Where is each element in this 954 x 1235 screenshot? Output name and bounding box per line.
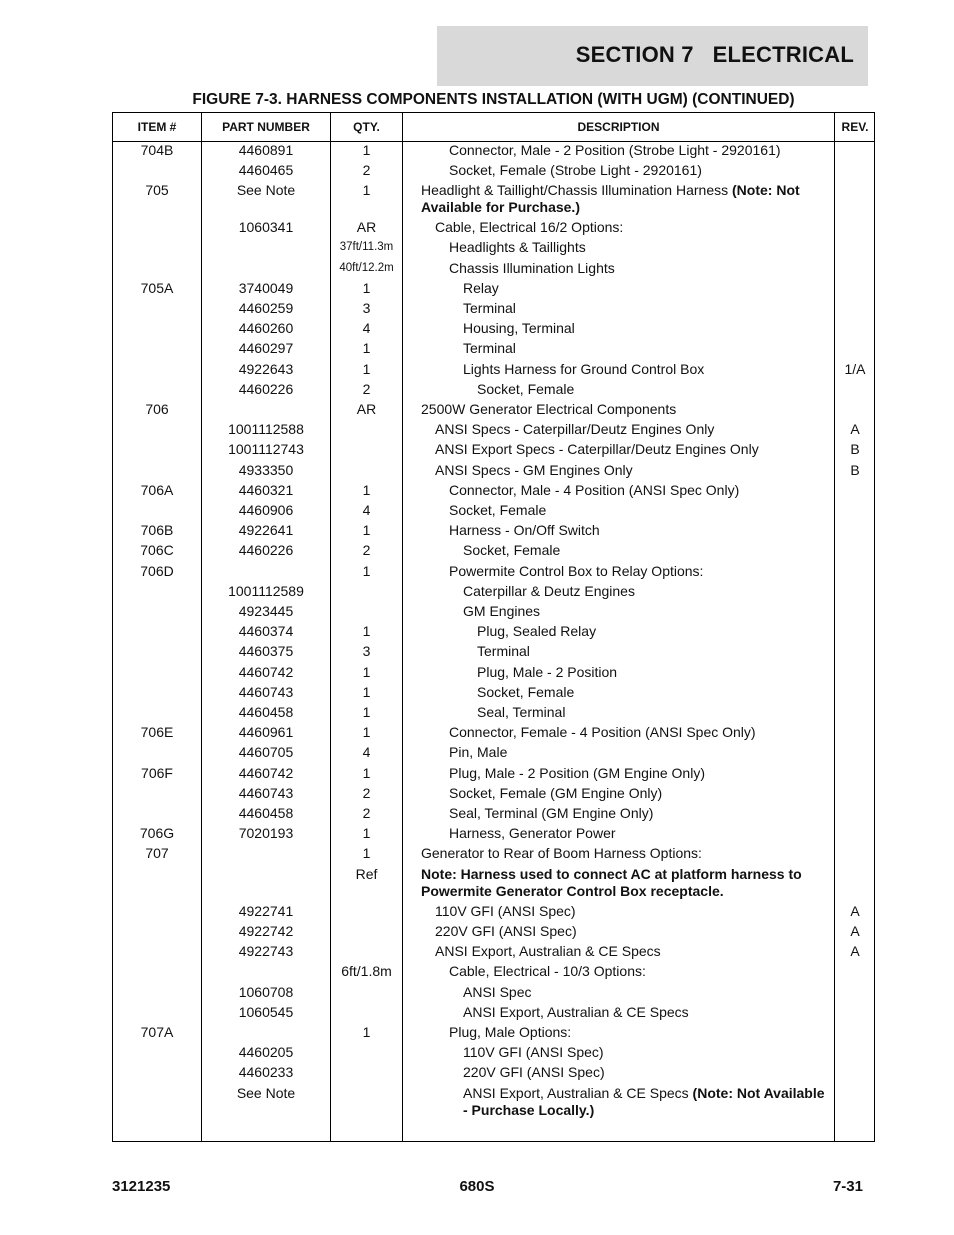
part-number: 1001112589	[228, 582, 304, 599]
part-number: 4460375	[238, 643, 294, 660]
quantity: 1	[362, 481, 371, 498]
description	[477, 704, 826, 721]
section-title: SECTION 7 ELECTRICAL	[575, 42, 854, 67]
quantity: 2	[362, 380, 371, 397]
description	[449, 724, 826, 741]
description	[477, 684, 826, 701]
description-text: Chassis Illumination Lights	[449, 259, 615, 276]
item-number: 706	[145, 400, 169, 417]
description-text: Terminal	[463, 299, 516, 316]
part-number: 4922742	[238, 922, 294, 939]
description	[421, 182, 826, 216]
quantity: 1	[362, 562, 371, 579]
part-number: 1060341	[238, 219, 294, 236]
quantity: 1	[362, 360, 371, 377]
description-text: Headlight & Taillight/Chassis Illumination Harness	[421, 181, 733, 198]
description	[449, 260, 826, 277]
description	[435, 219, 826, 236]
description-text: Cable, Electrical 16/2 Options:	[435, 219, 624, 236]
description	[449, 482, 826, 499]
quantity: 2	[362, 804, 371, 821]
description-text: 110V GFI (ANSI Spec)	[463, 1044, 604, 1061]
column-header-rev: REV.	[841, 120, 869, 134]
description-text: Plug, Male Options:	[449, 1023, 572, 1040]
description-text: Pin, Male	[449, 744, 508, 761]
item-number: 706E	[140, 724, 174, 741]
description-text: 2500W Generator Electrical Components	[421, 400, 677, 417]
quantity: 1	[362, 1023, 371, 1040]
quantity: 1	[362, 683, 371, 700]
description-text: Seal, Terminal (GM Engine Only)	[449, 804, 654, 821]
description	[435, 943, 826, 960]
description-text: Terminal	[463, 340, 516, 357]
quantity: 2	[362, 542, 371, 559]
quantity: AR	[356, 219, 377, 236]
description	[463, 1064, 826, 1081]
revision: B	[850, 441, 860, 458]
description-text: Generator to Rear of Boom Harness Options:	[421, 845, 702, 862]
description-text: Socket, Female (GM Engine Only)	[449, 784, 663, 801]
part-number: 4922743	[238, 943, 294, 960]
footer-page-number: 7-31	[832, 1178, 863, 1195]
description	[463, 280, 826, 297]
description	[449, 563, 826, 580]
column-header-qty: QTY.	[353, 120, 380, 134]
footer-model: 680S	[459, 1178, 495, 1195]
quantity: 40ft/12.2m	[339, 261, 394, 274]
description	[463, 984, 826, 1001]
part-number: 4460891	[238, 141, 294, 158]
description-text: Connector, Female - 4 Position (ANSI Spec Only)	[449, 724, 756, 741]
description	[449, 805, 826, 822]
quantity: 1	[362, 623, 371, 640]
description-text: Powermite Control Box to Relay Options:	[449, 562, 704, 579]
description-text: GM Engines	[463, 602, 541, 619]
item-number: 707	[145, 845, 169, 862]
revision: A	[850, 421, 860, 438]
part-number: 4460374	[238, 623, 294, 640]
column-header-item: ITEM #	[137, 120, 177, 134]
part-number: 4460705	[238, 744, 294, 761]
quantity: 2	[362, 161, 371, 178]
description-text: Plug, Male - 2 Position (GM Engine Only)	[449, 764, 705, 781]
description	[435, 923, 826, 940]
quantity: 1	[362, 845, 371, 862]
quantity: 1	[362, 340, 371, 357]
description	[421, 401, 826, 418]
description	[463, 1085, 826, 1119]
part-number: See Note	[236, 1084, 296, 1101]
description	[477, 643, 826, 660]
column-divider	[402, 113, 403, 1141]
quantity: 1	[362, 825, 371, 842]
quantity: 3	[362, 643, 371, 660]
description-note: (Note: Not Available - Purchase Locally.)	[463, 1084, 825, 1118]
quantity: 6ft/1.8m	[341, 963, 392, 980]
description	[449, 744, 826, 761]
part-number: 7020193	[238, 825, 294, 842]
part-number: 4460742	[238, 764, 294, 781]
quantity: 4	[362, 320, 371, 337]
description	[449, 142, 826, 159]
part-number: 4460961	[238, 724, 294, 741]
description-text: Caterpillar & Deutz Engines	[463, 582, 635, 599]
description-text: Lights Harness for Ground Control Box	[463, 360, 705, 377]
description	[463, 340, 826, 357]
description-text: Socket, Female	[477, 380, 575, 397]
description	[449, 162, 826, 179]
description	[463, 542, 826, 559]
description	[421, 866, 826, 900]
part-number: 4460260	[238, 320, 294, 337]
description	[463, 320, 826, 337]
part-number: 4460743	[238, 784, 294, 801]
description-note: Note: Harness used to connect AC at platform harness to Powermite Generator Control Box receptacle.	[421, 865, 802, 899]
part-number: 4460465	[238, 161, 294, 178]
description-text: ANSI Export, Australian & CE Specs	[463, 1003, 689, 1020]
description-text: Headlights & Taillights	[449, 239, 586, 256]
description-text: Terminal	[477, 643, 530, 660]
quantity: 1	[362, 663, 371, 680]
footer-doc-number: 3121235	[112, 1178, 171, 1195]
description-text: Connector, Male - 2 Position (Strobe Light - 2920161)	[449, 141, 781, 158]
description	[463, 603, 826, 620]
column-header-part-number: PART NUMBER	[222, 120, 310, 134]
description-text: ANSI Export Specs - Caterpillar/Deutz Engines Only	[435, 441, 759, 458]
description-text: Connector, Male - 4 Position (ANSI Spec Only)	[449, 481, 740, 498]
part-number: 4922643	[238, 360, 294, 377]
description-text: ANSI Specs - Caterpillar/Deutz Engines Only	[435, 421, 715, 438]
description-text: 220V GFI (ANSI Spec)	[463, 1064, 605, 1081]
part-number: 4460205	[238, 1044, 294, 1061]
quantity: 1	[362, 522, 371, 539]
part-number: 4460297	[238, 340, 294, 357]
part-number: 4922641	[238, 522, 294, 539]
item-number: 706C	[140, 542, 174, 559]
part-number: 4460906	[238, 501, 294, 518]
quantity: 2	[362, 784, 371, 801]
description-text: 220V GFI (ANSI Spec)	[435, 922, 577, 939]
description-text: Plug, Sealed Relay	[477, 623, 597, 640]
part-number: 4460259	[238, 299, 294, 316]
description-text: Seal, Terminal	[477, 703, 566, 720]
description	[463, 1004, 826, 1021]
description	[449, 239, 826, 256]
part-number: 1060708	[238, 983, 294, 1000]
description-text: ANSI Export, Australian & CE Specs	[435, 943, 661, 960]
section-header-bar	[437, 26, 868, 86]
description	[449, 502, 826, 519]
item-number: 706D	[140, 562, 174, 579]
description	[449, 785, 826, 802]
quantity: 1	[362, 703, 371, 720]
description-note: (Note: Not Available for Purchase.)	[421, 181, 800, 215]
description-text: Harness - On/Off Switch	[449, 522, 600, 539]
part-number: 4933350	[238, 461, 294, 478]
part-number: 4460743	[238, 683, 294, 700]
description	[421, 845, 826, 862]
part-number: 4922741	[238, 902, 294, 919]
part-number: 1001112743	[228, 441, 304, 458]
quantity: 1	[362, 279, 371, 296]
description-text: Socket, Female	[449, 501, 547, 518]
quantity: 1	[362, 141, 371, 158]
item-number: 704B	[140, 141, 174, 158]
part-number: 1001112588	[228, 421, 304, 438]
description-text: ANSI Specs - GM Engines Only	[435, 461, 633, 478]
part-number: 4460226	[238, 380, 294, 397]
description-text: Cable, Electrical - 10/3 Options:	[449, 963, 646, 980]
quantity: 1	[362, 764, 371, 781]
part-number: 3740049	[238, 279, 294, 296]
description-text: Plug, Male - 2 Position	[477, 663, 618, 680]
quantity: 1	[362, 724, 371, 741]
description-text: ANSI Spec	[463, 983, 532, 1000]
item-number: 706B	[140, 522, 174, 539]
description	[477, 623, 826, 640]
part-number: 4460321	[238, 481, 294, 498]
description	[449, 522, 826, 539]
revision: A	[850, 902, 860, 919]
description	[449, 765, 826, 782]
description	[449, 963, 826, 980]
quantity: AR	[356, 400, 377, 417]
description	[435, 462, 826, 479]
description	[477, 664, 826, 681]
item-number: 706F	[141, 764, 173, 781]
description	[463, 583, 826, 600]
description	[449, 1024, 826, 1041]
quantity: 4	[362, 744, 371, 761]
description-text: 110V GFI (ANSI Spec)	[435, 902, 576, 919]
description	[435, 441, 826, 458]
description	[435, 903, 826, 920]
quantity: 4	[362, 501, 371, 518]
quantity: Ref	[355, 865, 378, 882]
column-divider	[834, 113, 835, 1141]
revision: B	[850, 461, 860, 478]
description-text: Relay	[463, 279, 499, 296]
quantity: 37ft/11.3m	[339, 241, 394, 254]
part-number: 4460226	[238, 542, 294, 559]
item-number: 705A	[140, 279, 174, 296]
item-number: 706G	[139, 825, 175, 842]
description-text: Socket, Female (Strobe Light - 2920161)	[449, 161, 702, 178]
description	[449, 825, 826, 842]
column-header-description: DESCRIPTION	[577, 120, 660, 134]
description-text: Housing, Terminal	[463, 320, 575, 337]
revision: A	[850, 922, 860, 939]
item-number: 705	[145, 181, 169, 198]
description-text: Harness, Generator Power	[449, 825, 616, 842]
item-number: 706A	[140, 481, 174, 498]
revision: 1/A	[844, 360, 866, 377]
item-number: 707A	[140, 1023, 174, 1040]
description-text: Socket, Female	[477, 683, 575, 700]
description	[435, 421, 826, 438]
part-number: 4460458	[238, 703, 294, 720]
description	[477, 381, 826, 398]
description-text: ANSI Export, Australian & CE Specs	[463, 1084, 693, 1101]
part-number: See Note	[236, 181, 296, 198]
description	[463, 300, 826, 317]
description	[463, 1044, 826, 1061]
description	[463, 361, 826, 378]
part-number: 4923445	[238, 602, 294, 619]
parts-table	[112, 112, 875, 1142]
part-number: 4460458	[238, 804, 294, 821]
revision: A	[850, 943, 860, 960]
part-number: 1060545	[238, 1003, 294, 1020]
description-text: Socket, Female	[463, 542, 561, 559]
figure-title: FIGURE 7-3. HARNESS COMPONENTS INSTALLATION (WITH UGM) (CONTINUED)	[192, 91, 795, 108]
quantity: 1	[362, 181, 371, 198]
quantity: 3	[362, 299, 371, 316]
part-number: 4460742	[238, 663, 294, 680]
part-number: 4460233	[238, 1064, 294, 1081]
